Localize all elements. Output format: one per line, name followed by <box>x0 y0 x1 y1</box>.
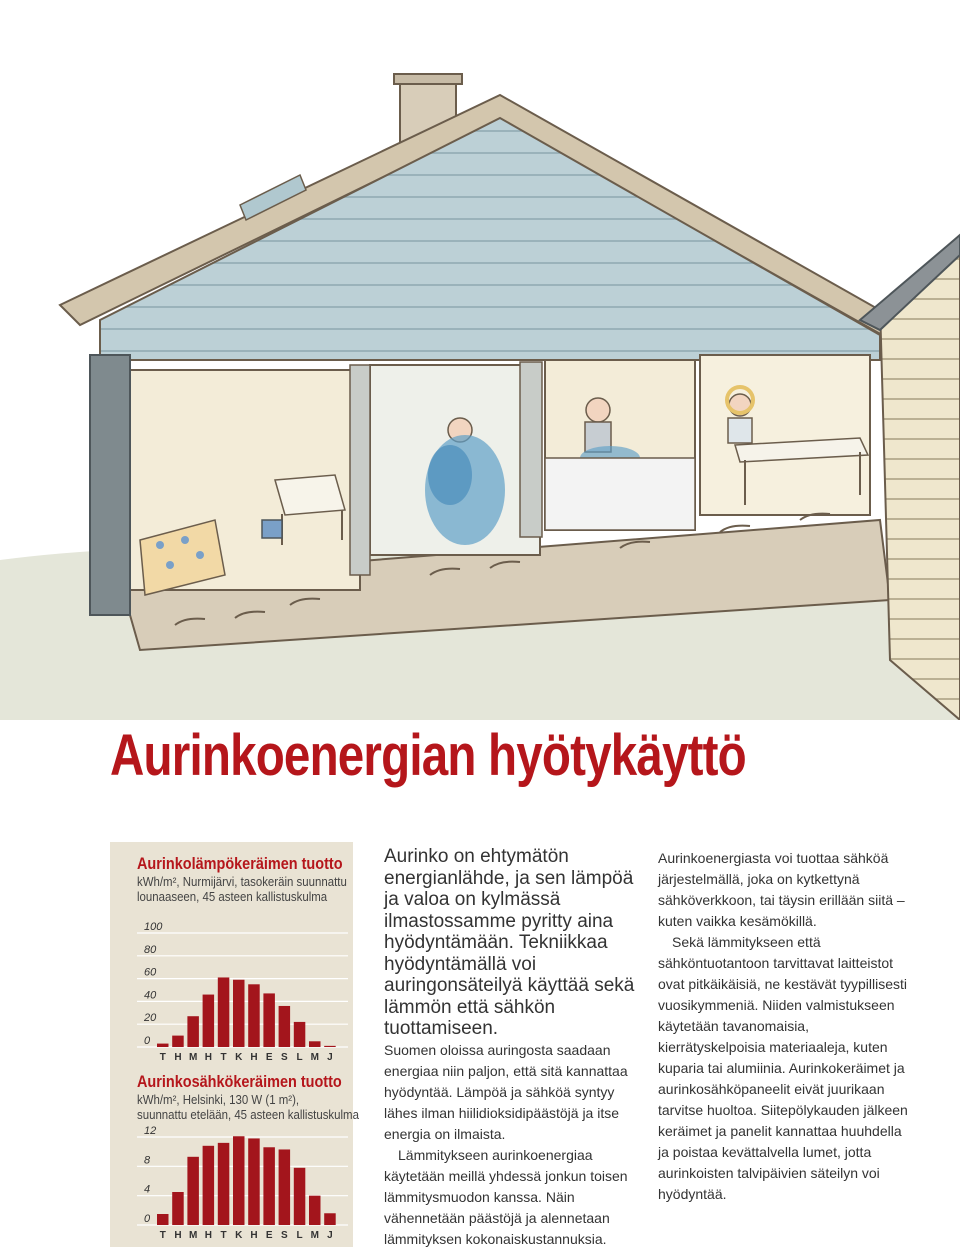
x-tick-label: S <box>281 1052 288 1063</box>
bar-7 <box>263 993 275 1047</box>
x-tick-label: S <box>281 1230 288 1241</box>
bar-2 <box>187 1157 199 1225</box>
chart2-subtitle-line1: kWh/m², Helsinki, 130 W (1 m²), <box>137 1092 300 1107</box>
x-tick-label: H <box>250 1230 258 1241</box>
y-tick-label: 12 <box>144 1125 157 1137</box>
bar-6 <box>248 984 260 1047</box>
chart-panel <box>110 842 359 1247</box>
x-tick-label: L <box>296 1052 303 1063</box>
y-tick-label: 60 <box>144 966 157 979</box>
bar-1 <box>172 1036 184 1047</box>
bar-4 <box>218 977 230 1047</box>
x-tick-label: M <box>310 1230 319 1241</box>
y-tick-label: 20 <box>144 1012 157 1025</box>
page-title: Aurinkoenergian hyötykäyttö <box>110 723 746 788</box>
paragraph: Aurinkoenergiasta voi tuottaa sähköä järjestelmällä, joka on kytkettynä sähköverkkoon, tai täysin erillään siitä – kuten vaikka kesämökillä. <box>658 850 905 929</box>
y-tick-label: 100 <box>144 921 163 933</box>
x-tick-label: T <box>159 1052 166 1063</box>
bar-8 <box>279 1149 291 1225</box>
x-tick-label: T <box>220 1052 227 1063</box>
x-tick-label: J <box>327 1230 333 1241</box>
chart1-subtitle-line2: lounaaseen, 45 asteen kallistuskulma <box>137 889 328 904</box>
bar-11 <box>324 1213 336 1225</box>
intro-text: Aurinko on ehtymätön energianlähde, ja sen lämpöä ja valoa on kylmässä ilmastossamme pyritty aina hyödyntämään. Tekniikkaa hyödyntämällä voi auringonsäteilyä käyttää sekä lämmön että sähkön tuottamiseen. <box>384 846 635 1039</box>
x-tick-label: L <box>296 1230 303 1241</box>
x-tick-label: T <box>220 1230 227 1241</box>
bar-9 <box>294 1168 306 1225</box>
body-column-middle <box>384 1040 646 1250</box>
bar-5 <box>233 1136 245 1225</box>
x-tick-label: E <box>265 1052 273 1063</box>
paragraph: Lämmitykseen aurinkoenergiaa käytetään meillä yhdessä jonkun toisen lämmitysmuodon kanssa. Näin vähennetään päästöjä ja alennetaan lämmityksen kokonaiskustannuksia. <box>384 1147 628 1247</box>
x-tick-label: M <box>188 1052 198 1063</box>
chart-solar-power <box>110 1125 353 1245</box>
x-tick-label: H <box>204 1230 212 1241</box>
chart1-subtitle-line1: kWh/m², Nurmijärvi, tasokeräin suunnattu <box>137 874 347 889</box>
x-tick-label: K <box>235 1230 243 1241</box>
bar-11 <box>324 1046 336 1047</box>
bar-2 <box>187 1016 199 1047</box>
body-column-right <box>658 848 908 1205</box>
x-tick-label: K <box>235 1052 243 1063</box>
chart2-title: Aurinkosähkökeräimen tuotto <box>137 1072 342 1091</box>
chart-solar-heat <box>110 916 353 1066</box>
y-tick-label: 0 <box>144 1213 151 1225</box>
x-tick-label: M <box>310 1052 319 1063</box>
x-tick-label: H <box>174 1052 182 1063</box>
bar-10 <box>309 1041 321 1047</box>
bar-6 <box>248 1138 260 1225</box>
y-tick-label: 40 <box>144 989 157 1002</box>
y-tick-label: 4 <box>144 1183 151 1196</box>
x-tick-label: T <box>159 1230 166 1241</box>
y-tick-label: 0 <box>144 1035 151 1047</box>
x-tick-label: H <box>250 1052 258 1063</box>
bar-10 <box>309 1196 321 1225</box>
bar-3 <box>203 995 215 1047</box>
chart2-subtitle-line2: suunnattu etelään, 45 asteen kallistuskulma <box>137 1107 359 1122</box>
x-tick-label: M <box>188 1230 198 1241</box>
bar-0 <box>157 1214 169 1225</box>
x-tick-label: E <box>265 1230 273 1241</box>
x-tick-label: H <box>204 1052 212 1063</box>
y-tick-label: 80 <box>144 943 157 956</box>
bar-1 <box>172 1192 184 1225</box>
bar-0 <box>157 1044 169 1047</box>
bar-3 <box>203 1146 215 1225</box>
bar-5 <box>233 980 245 1047</box>
x-tick-label: H <box>174 1230 182 1241</box>
bar-8 <box>279 1006 291 1047</box>
bar-7 <box>263 1147 275 1225</box>
bar-4 <box>218 1143 230 1225</box>
paragraph: Suomen oloissa auringosta saadaan energiaa niin paljon, että sitä kannattaa hyödyntää. Lämpöä ja sähköä syntyy lähes ilman hiilidioksidipäästöjä ja itse energia on ilmaista. <box>384 1042 628 1142</box>
y-tick-label: 8 <box>144 1154 151 1167</box>
chart1-title: Aurinkolämpökeräimen tuotto <box>137 854 343 873</box>
x-tick-label: J <box>327 1052 333 1063</box>
paragraph: Sekä lämmitykseen että sähköntuotantoon tarvittavat laitteistot ovat pitkäikäisiä, ne kestävät tyypillisesti vuosikymmeniä. Niiden valmistukseen käytetään tavanomaisia, kierrätyskelpoisia materiaaleja, kuten kuparia tai alumiinia. Aurinkokeräimet ja aurinkosähköpaneelit eivät juurikaan tarvitse huoltoa. Siitepölykauden jälkeen keräimet ja panelit kannattaa huuhdella ja poistaa kevättalvella lumet, jotta aurinkoisten talvipäivien säteilyn voi hyödyntää. <box>658 934 908 1202</box>
bar-9 <box>294 1022 306 1047</box>
